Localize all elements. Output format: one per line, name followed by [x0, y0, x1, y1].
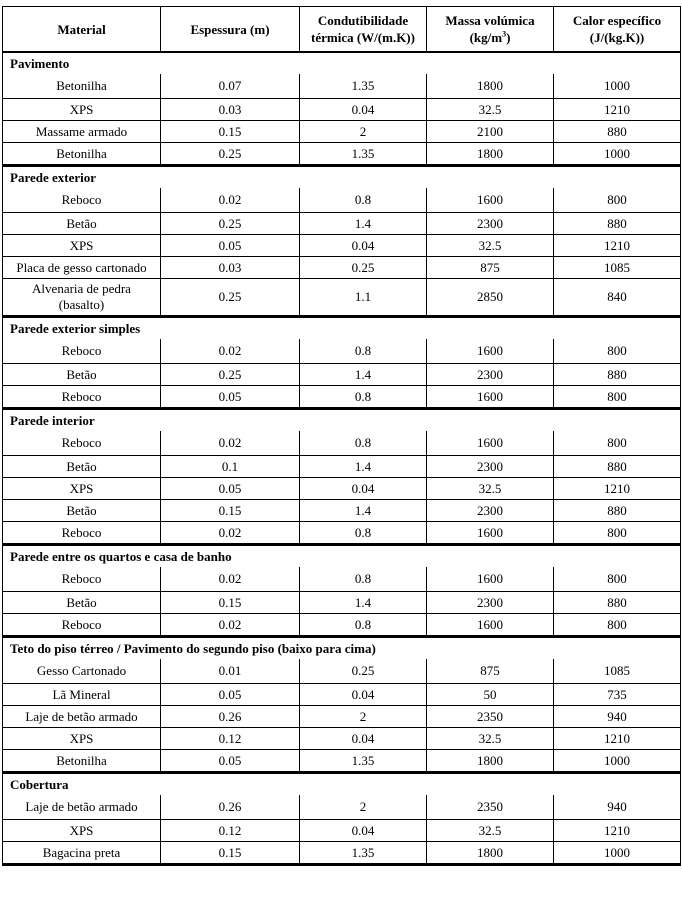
- table-row: [3, 567, 681, 592]
- cell-material: Reboco: [3, 567, 161, 592]
- section-header-row: [3, 409, 681, 432]
- cell-thickness: 0.12: [161, 728, 300, 750]
- section-header-row: [3, 637, 681, 660]
- cell-thickness: 0.05: [161, 684, 300, 706]
- cell-conductivity: 0.25: [300, 257, 427, 279]
- cell-material: Lã Mineral: [3, 684, 161, 706]
- table-body: [3, 52, 681, 865]
- cell-density: 1600: [427, 339, 554, 364]
- cell-material: Reboco: [3, 339, 161, 364]
- cell-thickness: 0.1: [161, 456, 300, 478]
- section-title: Pavimento: [3, 52, 681, 74]
- table-row: [3, 74, 681, 99]
- cell-material: Reboco: [3, 386, 161, 409]
- cell-density: 1600: [427, 431, 554, 456]
- cell-density: 1600: [427, 567, 554, 592]
- cell-material: Reboco: [3, 522, 161, 545]
- table-row: [3, 500, 681, 522]
- cell-specific-heat: 940: [554, 706, 681, 728]
- cell-material: Massame armado: [3, 121, 161, 143]
- cell-specific-heat: 880: [554, 364, 681, 386]
- cell-material: Betão: [3, 364, 161, 386]
- section-title: Parede entre os quartos e casa de banho: [3, 545, 681, 568]
- cell-thickness: 0.02: [161, 522, 300, 545]
- cell-conductivity: 0.8: [300, 614, 427, 637]
- cell-thickness: 0.25: [161, 364, 300, 386]
- cell-specific-heat: 1085: [554, 659, 681, 684]
- table-row: [3, 431, 681, 456]
- cell-density: 2300: [427, 213, 554, 235]
- cell-material: Laje de betão armado: [3, 795, 161, 820]
- cell-specific-heat: 940: [554, 795, 681, 820]
- cell-material: Betão: [3, 500, 161, 522]
- cell-density: 2300: [427, 500, 554, 522]
- cell-density: 1800: [427, 74, 554, 99]
- cell-conductivity: 1.4: [300, 592, 427, 614]
- cell-density: 1800: [427, 842, 554, 865]
- table-row: [3, 820, 681, 842]
- table-row: [3, 478, 681, 500]
- cell-specific-heat: 880: [554, 500, 681, 522]
- cell-density: 2350: [427, 795, 554, 820]
- cell-thickness: 0.15: [161, 500, 300, 522]
- cell-material: Betonilha: [3, 74, 161, 99]
- table-row: [3, 279, 681, 317]
- cell-material: Betão: [3, 456, 161, 478]
- cell-thickness: 0.05: [161, 478, 300, 500]
- cell-density: 875: [427, 257, 554, 279]
- cell-specific-heat: 1210: [554, 728, 681, 750]
- table-row: [3, 339, 681, 364]
- table-row: [3, 213, 681, 235]
- cell-conductivity: 1.1: [300, 279, 427, 317]
- cell-conductivity: 0.25: [300, 659, 427, 684]
- header-material: Material: [3, 7, 161, 53]
- header-density-superscript: 3: [502, 29, 507, 39]
- section-title: Cobertura: [3, 773, 681, 796]
- table-row: [3, 188, 681, 213]
- cell-specific-heat: 800: [554, 339, 681, 364]
- cell-density: 50: [427, 684, 554, 706]
- cell-conductivity: 1.35: [300, 750, 427, 773]
- cell-conductivity: 0.8: [300, 386, 427, 409]
- section-title: Teto do piso térreo / Pavimento do segundo piso (baixo para cima): [3, 637, 681, 660]
- table-row: [3, 795, 681, 820]
- cell-density: 32.5: [427, 99, 554, 121]
- cell-material: XPS: [3, 478, 161, 500]
- materials-table: [2, 6, 681, 866]
- cell-specific-heat: 840: [554, 279, 681, 317]
- cell-thickness: 0.01: [161, 659, 300, 684]
- cell-thickness: 0.12: [161, 820, 300, 842]
- header-density-text: Massa volúmica (kg/m: [445, 13, 535, 45]
- section-title: Parede exterior simples: [3, 317, 681, 340]
- cell-material: XPS: [3, 820, 161, 842]
- cell-conductivity: 0.8: [300, 188, 427, 213]
- cell-density: 1600: [427, 522, 554, 545]
- section-title: Parede interior: [3, 409, 681, 432]
- cell-material: XPS: [3, 235, 161, 257]
- table-row: [3, 592, 681, 614]
- cell-conductivity: 0.04: [300, 478, 427, 500]
- cell-material: Reboco: [3, 431, 161, 456]
- table-row: [3, 235, 681, 257]
- cell-material: Gesso Cartonado: [3, 659, 161, 684]
- cell-density: 875: [427, 659, 554, 684]
- cell-thickness: 0.02: [161, 339, 300, 364]
- table-row: [3, 842, 681, 865]
- cell-density: 1600: [427, 614, 554, 637]
- cell-conductivity: 0.04: [300, 235, 427, 257]
- cell-specific-heat: 1210: [554, 478, 681, 500]
- cell-specific-heat: 735: [554, 684, 681, 706]
- cell-conductivity: 1.4: [300, 500, 427, 522]
- cell-conductivity: 0.04: [300, 99, 427, 121]
- cell-density: 32.5: [427, 820, 554, 842]
- cell-material: XPS: [3, 99, 161, 121]
- header-density: [427, 7, 554, 53]
- cell-specific-heat: 1000: [554, 750, 681, 773]
- cell-conductivity: 0.8: [300, 522, 427, 545]
- cell-thickness: 0.02: [161, 188, 300, 213]
- cell-density: 2350: [427, 706, 554, 728]
- cell-thickness: 0.02: [161, 431, 300, 456]
- cell-specific-heat: 800: [554, 614, 681, 637]
- cell-thickness: 0.03: [161, 257, 300, 279]
- cell-thickness: 0.15: [161, 121, 300, 143]
- cell-conductivity: 1.35: [300, 74, 427, 99]
- cell-density: 1600: [427, 386, 554, 409]
- table-row: [3, 750, 681, 773]
- cell-density: 1800: [427, 143, 554, 166]
- cell-specific-heat: 1210: [554, 235, 681, 257]
- cell-thickness: 0.07: [161, 74, 300, 99]
- section-header-row: [3, 52, 681, 74]
- header-thickness: Espessura (m): [161, 7, 300, 53]
- table-row: [3, 386, 681, 409]
- table-row: [3, 99, 681, 121]
- cell-thickness: 0.03: [161, 99, 300, 121]
- cell-conductivity: 1.35: [300, 842, 427, 865]
- table-header: [3, 7, 681, 53]
- cell-thickness: 0.05: [161, 235, 300, 257]
- cell-density: 1600: [427, 188, 554, 213]
- cell-specific-heat: 1210: [554, 99, 681, 121]
- header-row: [3, 7, 681, 53]
- table-row: [3, 659, 681, 684]
- cell-material: Betonilha: [3, 750, 161, 773]
- cell-material: Placa de gesso cartonado: [3, 257, 161, 279]
- cell-conductivity: 0.04: [300, 684, 427, 706]
- header-conductivity: Condutibilidade térmica (W/(m.K)): [300, 7, 427, 53]
- cell-material: XPS: [3, 728, 161, 750]
- section-title: Parede exterior: [3, 166, 681, 189]
- cell-thickness: 0.25: [161, 143, 300, 166]
- table-row: [3, 364, 681, 386]
- cell-conductivity: 1.4: [300, 364, 427, 386]
- cell-thickness: 0.05: [161, 386, 300, 409]
- cell-density: 1800: [427, 750, 554, 773]
- table-row: [3, 456, 681, 478]
- header-density-close: ): [506, 30, 511, 45]
- cell-conductivity: 2: [300, 795, 427, 820]
- cell-density: 2100: [427, 121, 554, 143]
- cell-density: 32.5: [427, 235, 554, 257]
- cell-density: 2300: [427, 364, 554, 386]
- cell-conductivity: 0.8: [300, 567, 427, 592]
- cell-thickness: 0.25: [161, 279, 300, 317]
- table-row: [3, 728, 681, 750]
- cell-specific-heat: 800: [554, 522, 681, 545]
- cell-specific-heat: 880: [554, 121, 681, 143]
- cell-thickness: 0.15: [161, 842, 300, 865]
- table-row: [3, 121, 681, 143]
- cell-material: Reboco: [3, 614, 161, 637]
- cell-conductivity: 0.04: [300, 728, 427, 750]
- cell-specific-heat: 1000: [554, 143, 681, 166]
- cell-material: Betão: [3, 213, 161, 235]
- cell-conductivity: 0.04: [300, 820, 427, 842]
- cell-specific-heat: 880: [554, 456, 681, 478]
- cell-thickness: 0.15: [161, 592, 300, 614]
- cell-density: 2300: [427, 592, 554, 614]
- cell-thickness: 0.26: [161, 706, 300, 728]
- cell-density: 32.5: [427, 728, 554, 750]
- cell-material: Laje de betão armado: [3, 706, 161, 728]
- cell-thickness: 0.25: [161, 213, 300, 235]
- cell-conductivity: 1.4: [300, 456, 427, 478]
- cell-material: Bagacina preta: [3, 842, 161, 865]
- cell-thickness: 0.26: [161, 795, 300, 820]
- cell-thickness: 0.02: [161, 567, 300, 592]
- cell-specific-heat: 880: [554, 592, 681, 614]
- table-row: [3, 614, 681, 637]
- cell-material: Betão: [3, 592, 161, 614]
- cell-specific-heat: 1000: [554, 842, 681, 865]
- cell-conductivity: 0.8: [300, 339, 427, 364]
- cell-specific-heat: 1085: [554, 257, 681, 279]
- cell-specific-heat: 1210: [554, 820, 681, 842]
- cell-material: Alvenaria de pedra (basalto): [3, 279, 161, 317]
- table-row: [3, 684, 681, 706]
- section-header-row: [3, 773, 681, 796]
- table-row: [3, 143, 681, 166]
- header-specific-heat: Calor específico (J/(kg.K)): [554, 7, 681, 53]
- cell-conductivity: 1.35: [300, 143, 427, 166]
- cell-density: 2850: [427, 279, 554, 317]
- cell-conductivity: 1.4: [300, 213, 427, 235]
- section-header-row: [3, 166, 681, 189]
- table-row: [3, 706, 681, 728]
- cell-specific-heat: 1000: [554, 74, 681, 99]
- cell-conductivity: 2: [300, 121, 427, 143]
- cell-material: Betonilha: [3, 143, 161, 166]
- cell-conductivity: 0.8: [300, 431, 427, 456]
- cell-specific-heat: 880: [554, 213, 681, 235]
- cell-specific-heat: 800: [554, 567, 681, 592]
- cell-specific-heat: 800: [554, 386, 681, 409]
- cell-specific-heat: 800: [554, 431, 681, 456]
- table-row: [3, 522, 681, 545]
- cell-specific-heat: 800: [554, 188, 681, 213]
- cell-thickness: 0.05: [161, 750, 300, 773]
- section-header-row: [3, 317, 681, 340]
- cell-density: 32.5: [427, 478, 554, 500]
- cell-conductivity: 2: [300, 706, 427, 728]
- cell-density: 2300: [427, 456, 554, 478]
- cell-material: Reboco: [3, 188, 161, 213]
- cell-thickness: 0.02: [161, 614, 300, 637]
- section-header-row: [3, 545, 681, 568]
- table-row: [3, 257, 681, 279]
